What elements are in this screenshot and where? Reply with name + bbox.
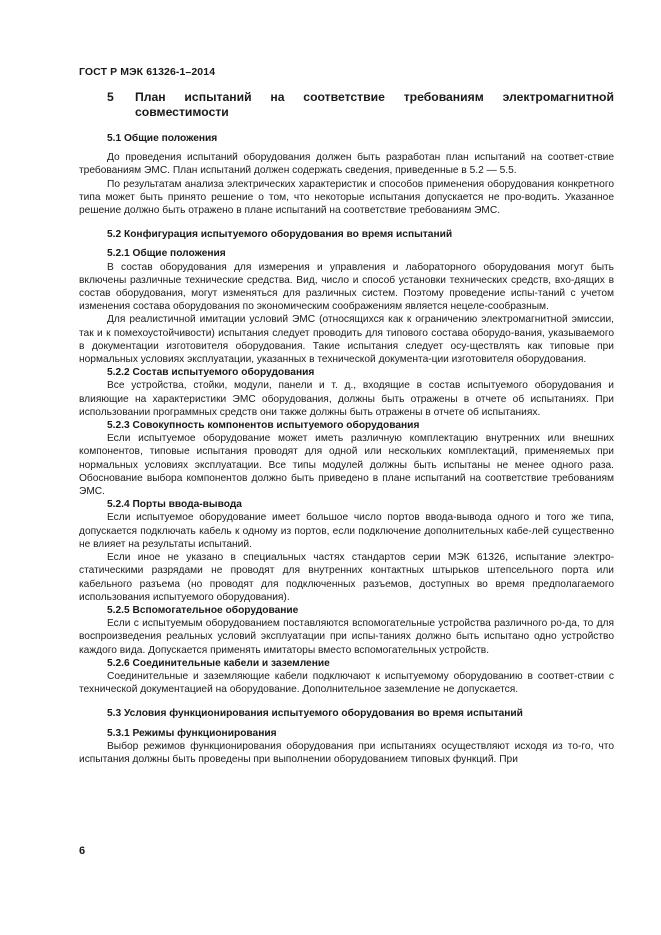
document-header: ГОСТ Р МЭК 61326-1–2014	[79, 66, 216, 78]
paragraph: Соединительные и заземляющие кабели подключают к испытуемому оборудованию в соответ-ствии с технической документацией на оборудование. Дополнительное заземление не допускается.	[79, 670, 614, 696]
section-title-text: План испытаний на соответствие требованиям электромагнитной совместимости	[135, 90, 614, 119]
heading-5-3-1: 5.3.1 Режимы функционирования	[107, 727, 277, 739]
paragraph: Выбор режимов функционирования оборудования при испытаниях осуществляют исходя из то-го, что испытания должны быть проведены при выполнении оборудованием типовых функций. При	[79, 740, 614, 765]
heading-5-2-4: 5.2.4 Порты ввода-вывода	[107, 499, 242, 511]
paragraph: В состав оборудования для измерения и управления и лабораторного оборудования могут быть включены различные технические средства. Вид, число и способ установки технических средств, вхо-дящих в состав оборудования, могут изменяться для различных систем. Поэтому проведение испы-таний с учетом изменения состава оборудования по экономическим соображениям является нецеле-сообразным.	[79, 261, 614, 313]
section-title	[79, 90, 614, 119]
paragraph: Если с испытуемым оборудованием поставляются вспомогательные устройства различного ро-да, то для воспроизведения реальных условий эксплуатации при испы-таниях должно быть испытано одно устройство каждого вида. Допускается применять имитаторы вместо вспомогательных устройств.	[79, 618, 614, 656]
paragraph: Все устройства, стойки, модули, панели и т. д., входящие в состав испытуемого оборудования и влияющие на характеристики ЭМС оборудования, должны быть отражены в отчете об испытаниях. При использовании программных средств они также должны быть отражены в отчете об испытаниях.	[79, 380, 614, 418]
paragraph: Для реалистичной имитации условий ЭМС (относящихся как к ограничению электромагнитной эмиссии, так и к помехоустойчивости) испытания следует проводить для типового состава оборудо-вания, указываемого в документации изготовителя оборудования. Такие испытания следует осу-ществлять как типовые при нормальных условиях эксплуатации, указанных в технической документа-ции изготовителя оборудования.	[79, 314, 614, 366]
paragraph: Если испытуемое оборудование может иметь различную комплектацию внутренних или внешних компонентов, типовые испытания проводят для одной или нескольких комплектаций, применяемых при нормальных условиях эксплуатации. Все типы модулей должны быть испытаны не менее одного раза. Обоснование выбора компонентов должно быть приведено в плане испытаний на соответствие требованиям ЭМС.	[79, 433, 614, 498]
paragraph: По результатам анализа электрических характеристик и способов применения оборудования конкретного типа может быть принято решение о том, что некоторые испытания допускается не про-водить. Указанное решение должно быть отражено в плане испытаний на соответствие требованиям ЭМС.	[79, 178, 614, 217]
heading-5-3: 5.3 Условия функционирования испытуемого оборудования во время испытаний	[107, 708, 523, 720]
heading-5-2-3: 5.2.3 Совокупность компонентов испытуемого оборудования	[107, 420, 420, 432]
paragraph: Если иное не указано в специальных частях стандартов серии МЭК 61326, испытание электро-статическими разрядами не проводят для внутренних контактных штырьков штепсельного порта или кабельного разъема (но проводят для подключенных разъемов, доступных во время предполагаемого использования испытуемого оборудования).	[79, 552, 614, 603]
heading-5-2-1: 5.2.1 Общие положения	[107, 248, 226, 260]
heading-5-2-2: 5.2.2 Состав испытуемого оборудования	[107, 367, 315, 379]
page-number: 6	[79, 845, 86, 857]
heading-5-1: 5.1 Общие положения	[107, 133, 218, 144]
heading-5-2-6: 5.2.6 Соединительные кабели и заземление	[107, 657, 330, 669]
page-content	[79, 90, 614, 766]
paragraph: До проведения испытаний оборудования должен быть разработан план испытаний на соответ-ствие требованиям ЭМС. План испытаний должен содержать сведения, приведенные в 5.2 — 5.5.	[79, 152, 614, 177]
heading-5-2: 5.2 Конфигурация испытуемого оборудования во время испытаний	[107, 229, 453, 241]
paragraph: Если испытуемое оборудование имеет большое число портов ввода-вывода одного и того же типа, допускается подключать кабель к одному из портов, если подключение дополнительных кабе-лей существенно не влияет на результаты испытаний.	[79, 512, 614, 550]
heading-5-2-5: 5.2.5 Вспомогательное оборудование	[107, 604, 299, 616]
section-number: 5	[107, 90, 114, 104]
